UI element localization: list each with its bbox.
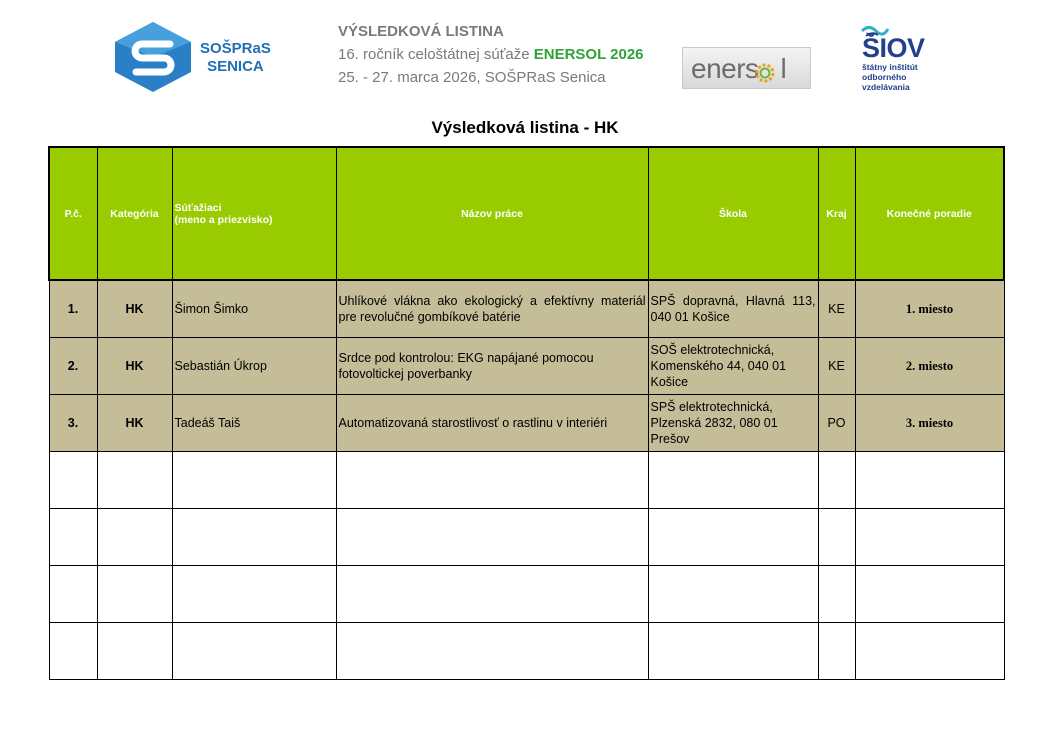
table-row: [49, 280, 1004, 338]
cell-kategoria: HK: [97, 395, 172, 452]
enersol-sun-icon: [755, 63, 775, 83]
results-table: [48, 146, 1005, 680]
document-title: Výsledková listina - HK: [431, 118, 619, 137]
cell-skola: SPŠ elektrotechnická, Plzenská 2832, 080 01 Prešov: [648, 395, 818, 452]
col-header-kraj: Kraj: [818, 147, 855, 280]
sospras-logo-line2: SENICA: [207, 58, 264, 75]
col-header-kategoria: Kategória: [97, 147, 172, 280]
header-line-1: VÝSLEDKOVÁ LISTINA: [338, 23, 504, 40]
cell-pc: 3.: [49, 395, 97, 452]
cell-kategoria: HK: [97, 338, 172, 395]
cell-kraj: PO: [818, 395, 855, 452]
cell-poradie: 1. miesto: [855, 280, 1004, 338]
cell-poradie: 2. miesto: [855, 338, 1004, 395]
sospras-logo-line1: SOŠPRaS: [200, 40, 271, 57]
empty-table-row: [49, 623, 1004, 680]
col-header-sutaziaci: Súťažiaci (meno a priezvisko): [172, 147, 336, 280]
col-header-nazov: Názov práce: [336, 147, 648, 280]
sospras-logo: [112, 20, 282, 94]
enersol-logo: [682, 47, 811, 89]
cell-pc: 2.: [49, 338, 97, 395]
col-header-poradie: Konečné poradie: [855, 147, 1004, 280]
header-line-3: 25. - 27. marca 2026, SOŠPRaS Senica: [338, 69, 606, 86]
col-header-skola: Škola: [648, 147, 818, 280]
table-row: [49, 395, 1004, 452]
sospras-hexagon-icon: [112, 20, 194, 94]
cell-nazov: Uhlíkové vlákna ako ekologický a efektívny materiál pre revolučné gombíkové batérie: [336, 280, 648, 338]
cell-meno: Sebastián Úkrop: [172, 338, 336, 395]
cell-kraj: KE: [818, 338, 855, 395]
header-line-2: [338, 43, 644, 66]
col-header-pc: P.č.: [49, 147, 97, 280]
cell-kategoria: HK: [97, 280, 172, 338]
cell-kraj: KE: [818, 280, 855, 338]
empty-table-row: [49, 566, 1004, 623]
empty-table-row: [49, 452, 1004, 509]
table-header-row: [49, 147, 1004, 280]
cell-pc: 1.: [49, 280, 97, 338]
siov-logo: [860, 24, 950, 94]
table-row: [49, 338, 1004, 395]
cell-meno: Šimon Šimko: [172, 280, 336, 338]
siov-logo-name: ŠIOV: [862, 33, 925, 63]
cell-skola: SOŠ elektrotechnická, Komenského 44, 040 01 Košice: [648, 338, 818, 395]
cell-skola: SPŠ dopravná, Hlavná 113, 040 01 Košice: [648, 280, 818, 338]
header-line-2-prefix: 16. ročník celoštátnej súťaže: [338, 46, 534, 63]
header-line-2-highlight: ENERSOL 2026: [533, 46, 644, 63]
enersol-logo-word: eners l: [691, 53, 787, 84]
cell-meno: Tadeáš Taiš: [172, 395, 336, 452]
cell-nazov: Automatizovaná starostlivosť o rastlinu v interiéri: [336, 395, 648, 452]
cell-poradie: 3. miesto: [855, 395, 1004, 452]
cell-nazov: Srdce pod kontrolou: EKG napájané pomocou fotovoltickej poverbanky: [336, 338, 648, 395]
siov-logo-subtitle: štátny inštitút odborného vzdelávania: [862, 62, 918, 92]
empty-table-row: [49, 509, 1004, 566]
header-text: [338, 20, 644, 89]
